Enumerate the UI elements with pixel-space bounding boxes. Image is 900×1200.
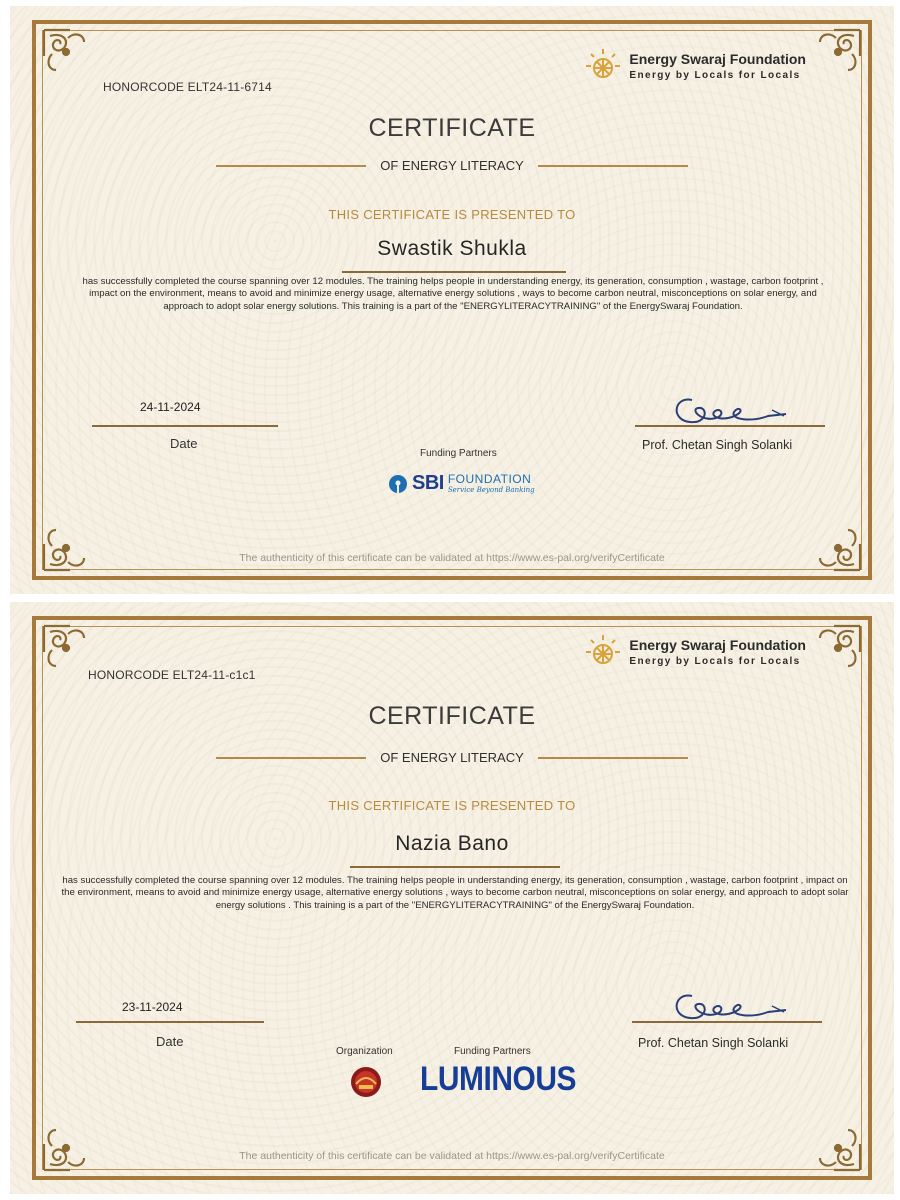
certificate-1 <box>10 6 894 594</box>
certificate-title: CERTIFICATE <box>368 702 536 730</box>
signature-icon <box>668 988 788 1024</box>
recipient-name: Nazia Bano <box>395 832 509 855</box>
energy-swaraj-logo-icon <box>583 632 623 672</box>
signature-icon <box>668 392 788 428</box>
signatory-name: Prof. Chetan Singh Solanki <box>642 438 793 452</box>
corner-ornament-icon <box>806 1116 864 1174</box>
organization-name: Energy Swaraj Foundation <box>629 637 806 653</box>
certificate-2 <box>10 602 894 1194</box>
presented-to-label: THIS CERTIFICATE IS PRESENTED TO <box>328 798 576 813</box>
corner-ornament-icon <box>806 516 864 574</box>
organization-header <box>583 46 806 86</box>
issue-date: 23-11-2024 <box>122 1000 183 1014</box>
certificate-subtitle: OF ENERGY LITERACY <box>380 750 524 765</box>
organization-emblem-icon <box>350 1066 382 1098</box>
corner-ornament-icon <box>40 516 98 574</box>
date-line <box>92 425 278 427</box>
divider <box>538 165 688 167</box>
sbi-keyhole-icon <box>388 474 408 494</box>
funding-partners-label: Funding Partners <box>420 448 497 459</box>
funding-partners-label: Funding Partners <box>454 1046 531 1057</box>
certificate-body: has successfully completed the course spanning over 12 modules. The training helps people in understanding energy, its generation, consumption , wastage, carbon footprint , impact on the environment, means to avoid and minimize energy usage, alternative energy solutions , ways to become carbon neutral, misconceptions on solar energy, and approach to adopt solar energy solutions . This training is a part of the "ENERGYLITERACYTRAINING" of the EnergySwaraj Foundation. <box>61 875 849 911</box>
divider <box>216 165 366 167</box>
recipient-underline <box>342 271 566 273</box>
signature-line <box>632 1021 822 1023</box>
recipient-name: Swastik Shukla <box>377 237 527 260</box>
subtitle-row <box>10 750 894 765</box>
sbi-foundation-logo <box>388 472 535 495</box>
sbi-tagline: Service Beyond Banking <box>447 486 535 494</box>
certificate-title: CERTIFICATE <box>368 114 536 142</box>
organization-header <box>583 632 806 672</box>
validation-note: The authenticity of this certificate can be validated at https://www.es-pal.org/verifyCertificate <box>239 1150 665 1162</box>
divider <box>538 757 688 759</box>
luminous-logo: LUMINOUS <box>420 1060 577 1098</box>
corner-ornament-icon <box>806 622 864 680</box>
signature-line <box>635 425 825 427</box>
divider <box>216 757 366 759</box>
organization-name: Energy Swaraj Foundation <box>629 51 806 67</box>
corner-ornament-icon <box>806 26 864 84</box>
corner-ornament-icon <box>40 1116 98 1174</box>
honorcode: HONORCODE ELT24-11-c1c1 <box>88 668 256 682</box>
subtitle-row <box>10 158 894 173</box>
energy-swaraj-logo-icon <box>583 46 623 86</box>
certificate-subtitle: OF ENERGY LITERACY <box>380 158 524 173</box>
recipient-underline <box>350 866 560 868</box>
honorcode: HONORCODE ELT24-11-6714 <box>103 80 272 94</box>
presented-to-label: THIS CERTIFICATE IS PRESENTED TO <box>328 207 576 222</box>
organization-label: Organization <box>336 1046 393 1057</box>
sbi-name: SBI <box>412 472 444 494</box>
sbi-foundation-text: FOUNDATION <box>447 472 532 486</box>
date-label: Date <box>156 1034 184 1049</box>
signatory-name: Prof. Chetan Singh Solanki <box>638 1036 789 1050</box>
date-line <box>76 1021 264 1023</box>
issue-date: 24-11-2024 <box>140 400 201 414</box>
certificate-body: has successfully completed the course spanning over 12 modules. The training helps people in understanding energy, its generation, consumption , wastage, carbon footprint , impact on the environment, means to avoid and minimize energy usage, alternative energy solutions , ways to become carbon neutral, misconceptions on solar energy, and approach to adopt solar energy solutions. This training is a part of the "ENERGYLITERACYTRAINING" of the EnergySwaraj Foundation. <box>82 276 824 312</box>
corner-ornament-icon <box>40 26 98 84</box>
validation-note: The authenticity of this certificate can be validated at https://www.es-pal.org/verifyCertificate <box>239 552 665 564</box>
date-label: Date <box>170 436 198 451</box>
organization-tagline: Energy by Locals for Locals <box>629 656 801 667</box>
organization-tagline: Energy by Locals for Locals <box>629 70 801 81</box>
